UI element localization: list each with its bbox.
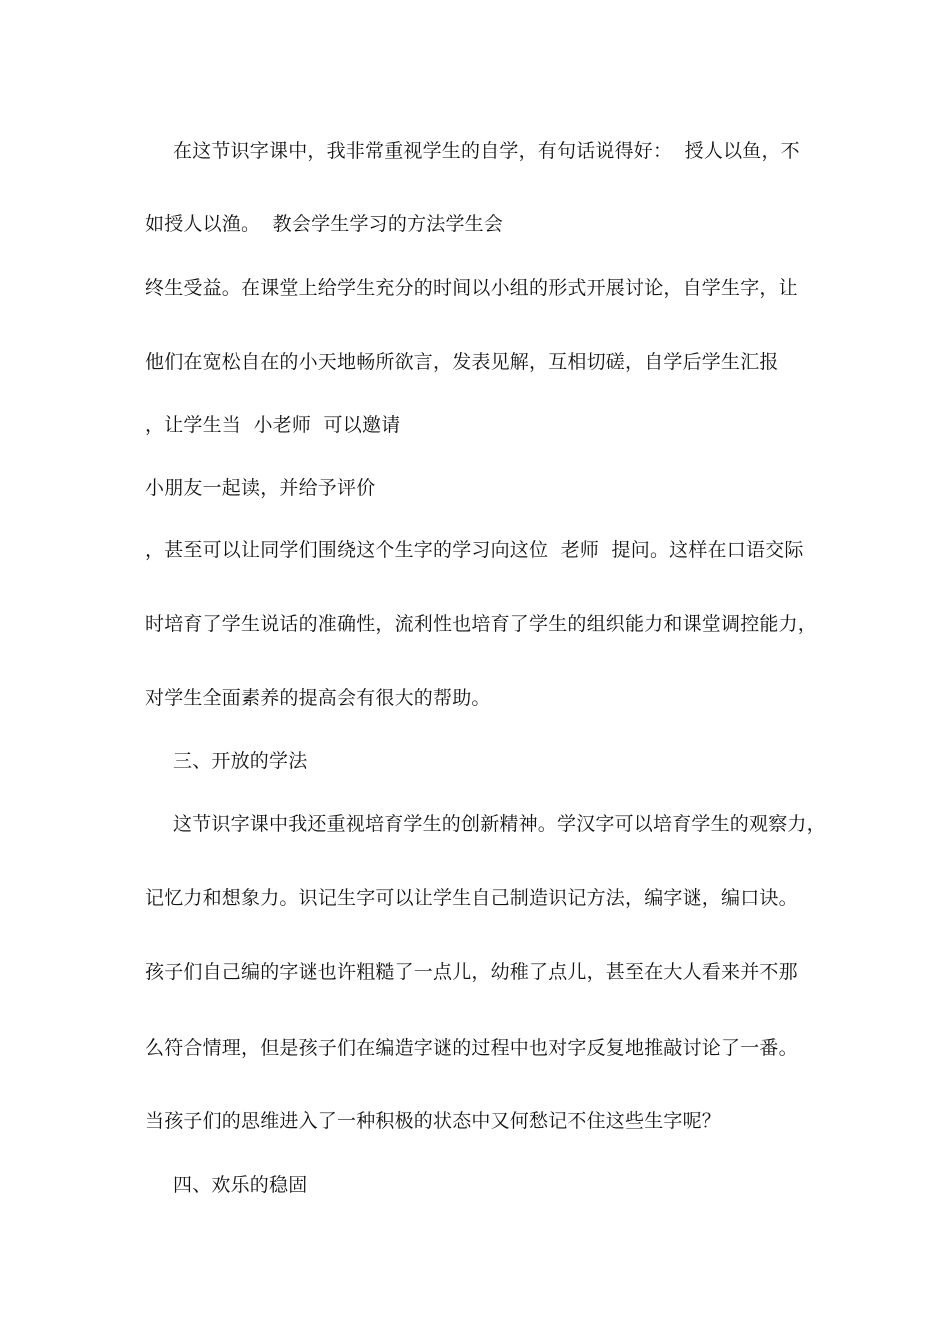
paragraph-line: 如授人以渔。 教会学生学习的方法学生会 bbox=[145, 213, 504, 235]
section-heading: 三、开放的学法 bbox=[173, 750, 308, 772]
paragraph-line: 时培育了学生说话的准确性，流利性也培育了学生的组织能力和课堂调控能力， bbox=[145, 613, 818, 635]
paragraph-line: 终生受益。在课堂上给学生充分的时间以小组的形式开展讨论，自学生字，让 bbox=[145, 277, 798, 299]
paragraph-line: 小朋友一起读，并给予评价 bbox=[145, 477, 376, 499]
section-heading: 四、欢乐的稳固 bbox=[173, 1174, 308, 1196]
paragraph-line: 么符合情理，但是孩子们在编造字谜的过程中也对字反复地推敲讨论了一番。 bbox=[145, 1037, 798, 1059]
paragraph-line: 他们在宽松自在的小天地畅所欲言，发表见解，互相切磋，自学后学生汇报 bbox=[145, 351, 779, 373]
paragraph-line: 在这节识字课中，我非常重视学生的自学，有句话说得好： 授人以鱼，不 bbox=[173, 140, 800, 162]
paragraph-line: 孩子们自己编的字谜也许粗糙了一点儿，幼稚了点儿，甚至在大人看来并不那 bbox=[145, 961, 798, 983]
paragraph-line: 对学生全面素养的提高会有很大的帮助。 bbox=[145, 687, 491, 709]
paragraph-line: 当孩子们的思维进入了一种积极的状态中又何愁记不住这些生字呢？ bbox=[145, 1110, 722, 1132]
paragraph-line: 这节识字课中我还重视培育学生的创新精神。学汉字可以培育学生的观察力， bbox=[173, 813, 826, 835]
paragraph-line: ，让学生当 小老师 可以邀请 bbox=[145, 414, 401, 436]
paragraph-line: 记忆力和想象力。识记生字可以让学生自己制造识记方法，编字谜，编口诀。 bbox=[145, 887, 798, 909]
paragraph-line: ，甚至可以让同学们围绕这个生字的学习向这位 老师 提问。这样在口语交际 bbox=[145, 539, 804, 561]
